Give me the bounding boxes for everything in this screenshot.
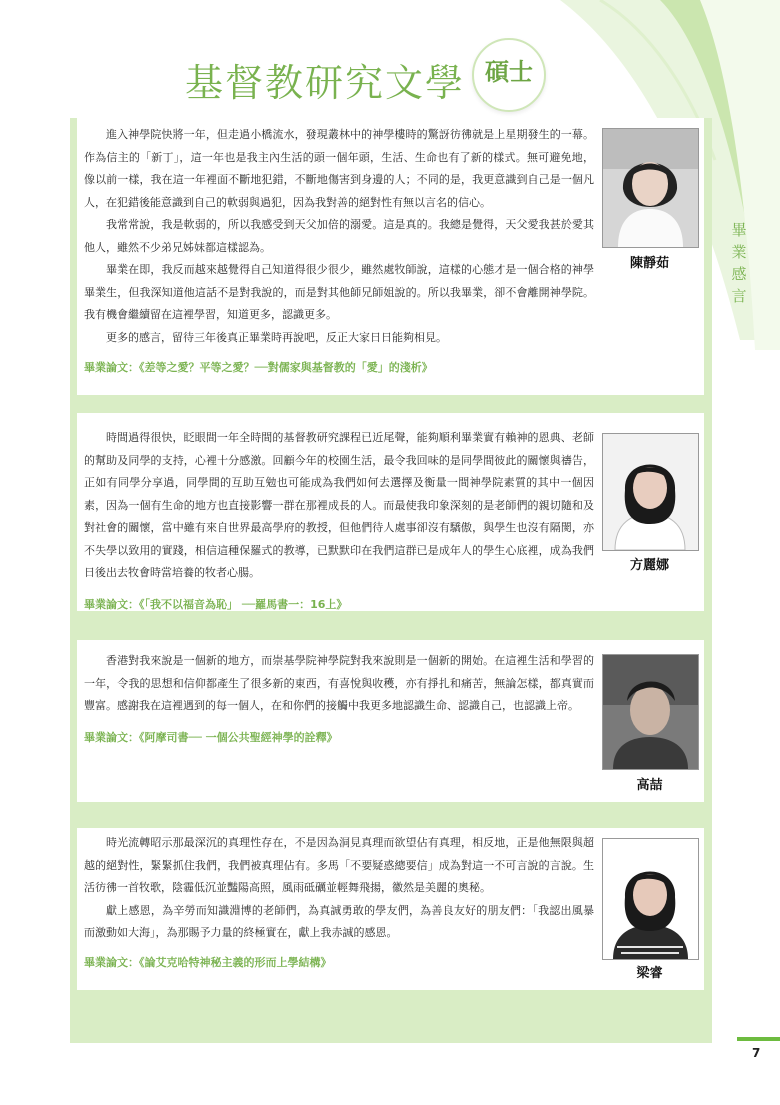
graduate-section-4 [77, 828, 704, 990]
thesis-title: 畢業論文：《論艾克哈特神秘主義的形而上學結構》 [84, 955, 332, 969]
graduate-name: 方麗娜 [629, 558, 669, 573]
testimony-paragraph: 我常常說，我是軟弱的，所以我感受到天父加倍的溺愛。這是真的。我總是覺得，天父愛我甚於愛其他人，雖然不少弟兄姊妹都這樣認為。 [84, 218, 594, 254]
testimony-text [84, 650, 594, 749]
testimony-text [84, 124, 594, 379]
graduate-photo [602, 838, 699, 960]
page-header [0, 38, 720, 108]
testimony-paragraph: 時光流轉昭示那最深沉的真理性存在，不是因為洞見真理而欲望佔有真理，相反地，正是他無限與超越的絕對性，緊緊抓住我們，我們被真理佔有。多馬「不要疑惑總要信」成為對這一不可言說的言說。生活彷彿一首牧歌，陰霾低沉並豔陽高照，風雨砥礪並輕舞飛揚，徽然是美麗的奧秘。 [84, 836, 594, 894]
graduate-section-1 [77, 118, 704, 395]
graduate-section-2 [77, 413, 704, 611]
page-number-rule [737, 1037, 780, 1041]
testimony-paragraph: 時間過得很快，眨眼間一年全時間的基督教研究課程已近尾聲，能夠順利畢業實有賴神的恩典、老師的幫助及同學的支持，心裡十分感激。回顧今年的校園生活，最令我回味的是同學間彼此的關懷與禱告，正如有同學分享過，同學間的互助互勉也可能成為我們如何去選擇及衡量一間神學院素質的其中一個因素，因為一個有生命的地方也直接影響一群在那裡成長的人。而最使我印象深刻的是老師們的親切隨和及對社會的關懷，當中雖有來自世界最高學府的教授，但他們待人處事卻沒有驕傲，與學生也沒有隔閡，亦不失學以致用的實踐，相信這種保羅式的教導，已默默印在我們這群已是成年人的學生心底裡，成為我們日後出去牧會時當培養的牧者心腸。 [84, 431, 594, 579]
graduate-photo [602, 433, 699, 551]
testimony-paragraph: 香港對我來說是一個新的地方，而崇基學院神學院對我來說則是一個新的開始。在這裡生活和學習的一年，令我的思想和信仰都產生了很多新的東西，有喜悅與收穫，亦有掙扎和痛苦，無論怎樣，都真實而豐富。感謝我在這裡遇到的每一個人，在和你們的接觸中我更多地認識生命、認識自己，也認識上帝。 [84, 654, 594, 712]
side-label-char: 言 [731, 287, 747, 305]
graduate-section-3 [77, 640, 704, 802]
graduate-photo [602, 654, 699, 770]
page-title: 基督教研究文學 [185, 61, 466, 105]
testimony-text [84, 832, 594, 974]
testimony-text [84, 427, 594, 616]
thesis-title: 畢業論文：《「我不以福音為恥」 ──羅馬書一：16上》 [84, 597, 348, 611]
page-number: 7 [752, 1046, 761, 1060]
graduate-name: 梁睿 [636, 966, 663, 981]
testimony-paragraph: 更多的感言，留待三年後真正畢業時再說吧，反正大家日日能夠相見。 [106, 330, 447, 344]
graduate-name: 陳靜茹 [629, 256, 669, 271]
graduate-name: 高喆 [636, 778, 663, 793]
side-label-char: 感 [731, 265, 747, 283]
section-side-label [726, 219, 752, 307]
testimony-paragraph: 進入神學院快將一年，但走過小橋流水，發現叢林中的神學樓時的驚訝彷彿就是上星期發生的一幕。作為信主的「新丁」，這一年也是我主內生活的頭一個年頭，生活、生命也有了新的樣式。無可避免地，像以前一樣，我在這一年裡面不斷地犯錯，不斷地傷害到身邊的人；不同的是，我更意識到自己是一個凡人，在犯錯後能意識到自己的軟弱與過犯，因為我對善的絕對性有無以言名的信心。 [84, 128, 594, 209]
thesis-title: 畢業論文：《阿摩司書── 一個公共聖經神學的詮釋》 [84, 730, 338, 744]
thesis-title: 畢業論文：《差等之愛？平等之愛？──對儒家與基督教的「愛」的淺析》 [84, 361, 433, 374]
side-label-char: 業 [731, 243, 747, 261]
degree-badge-label: 碩士 [485, 58, 533, 86]
side-label-char: 畢 [731, 221, 747, 239]
testimony-paragraph: 畢業在即，我反而越來越覺得自己知道得很少很少，雖然處牧師說，這樣的心態才是一個合格的神學畢業生，但我深知道他這話不是對我說的，而是對其他師兄師姐說的。所以我畢業，卻不會離開神學院。我有機會繼續留在這裡學習，知道更多，認識更多。 [84, 263, 594, 321]
testimony-paragraph: 獻上感恩，為辛勞而知識淵博的老師們，為真誠勇敢的學友們，為善良友好的朋友們：「我認出風暴而激動如大海」，為那賜予力量的終極實在，獻上我赤誠的感恩。 [84, 903, 594, 939]
graduate-photo [602, 128, 699, 248]
